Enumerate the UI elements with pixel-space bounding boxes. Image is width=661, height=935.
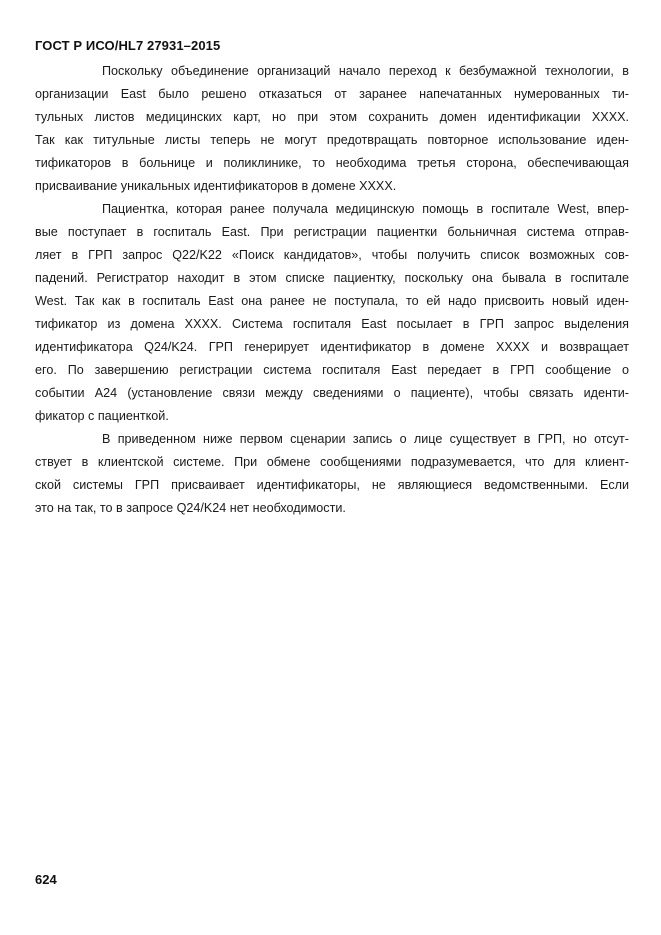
text-line: падений. Регистратор находит в этом списке пациентку, поскольку она бывала в госпитале xyxy=(35,271,629,285)
text-line: ствует в клиентской системе. При обмене сообщениями подразумевается, что для клиент- xyxy=(35,455,629,469)
text-line: вые поступает в госпиталь East. При регистрации пациентки больничная система отправ- xyxy=(35,225,629,239)
text-line: присваивание уникальных идентификаторов в домене XXXX. xyxy=(35,179,397,193)
paragraph-3 xyxy=(35,428,629,520)
text-line: West. Так как в госпиталь East она ранее не поступала, то ей надо присвоить новый иден- xyxy=(35,294,629,308)
text-line: его. По завершению регистрации система госпиталя East передает в ГРП сообщение о xyxy=(35,363,629,377)
paragraph-1 xyxy=(35,60,629,198)
standard-header: ГОСТ Р ИСО/HL7 27931–2015 xyxy=(35,38,221,53)
text-line: событии A24 (установление связи между сведениями о пациенте), чтобы связать иденти- xyxy=(35,386,629,400)
text-line: тульных листов медицинских карт, но при этом сохранить домен идентификации XXXX. xyxy=(35,110,629,124)
text-line: Поскольку объединение организаций начало переход к безбумажной технологии, в xyxy=(102,64,629,78)
text-line: тификаторов в больнице и поликлинике, то необходима третья сторона, обеспечивающая xyxy=(35,156,629,170)
body-text xyxy=(35,60,629,520)
paragraph-2 xyxy=(35,198,629,428)
text-line: организации East было решено отказаться от заранее напечатанных нумерованных ти- xyxy=(35,87,629,101)
page-number: 624 xyxy=(35,872,57,887)
text-line: фикатор с пациенткой. xyxy=(35,409,169,423)
text-line: ляет в ГРП запрос Q22/K22 «Поиск кандидатов», чтобы получить список возможных сов- xyxy=(35,248,629,262)
text-line: тификатор из домена XXXX. Система госпиталя East посылает в ГРП запрос выделения xyxy=(35,317,629,331)
text-line: это на так, то в запросе Q24/K24 нет необходимости. xyxy=(35,501,346,515)
text-line: В приведенном ниже первом сценарии запись о лице существует в ГРП, но отсут- xyxy=(102,432,629,446)
text-line: Так как титульные листы теперь не могут предотвращать повторное использование иден- xyxy=(35,133,629,147)
text-line: идентификатора Q24/K24. ГРП генерирует идентификатор в домене XXXX и возвращает xyxy=(35,340,629,354)
text-line: ской системы ГРП присваивает идентификаторы, не являющиеся ведомственными. Если xyxy=(35,478,629,492)
text-line: Пациентка, которая ранее получала медицинскую помощь в госпитале West, впер- xyxy=(102,202,629,216)
